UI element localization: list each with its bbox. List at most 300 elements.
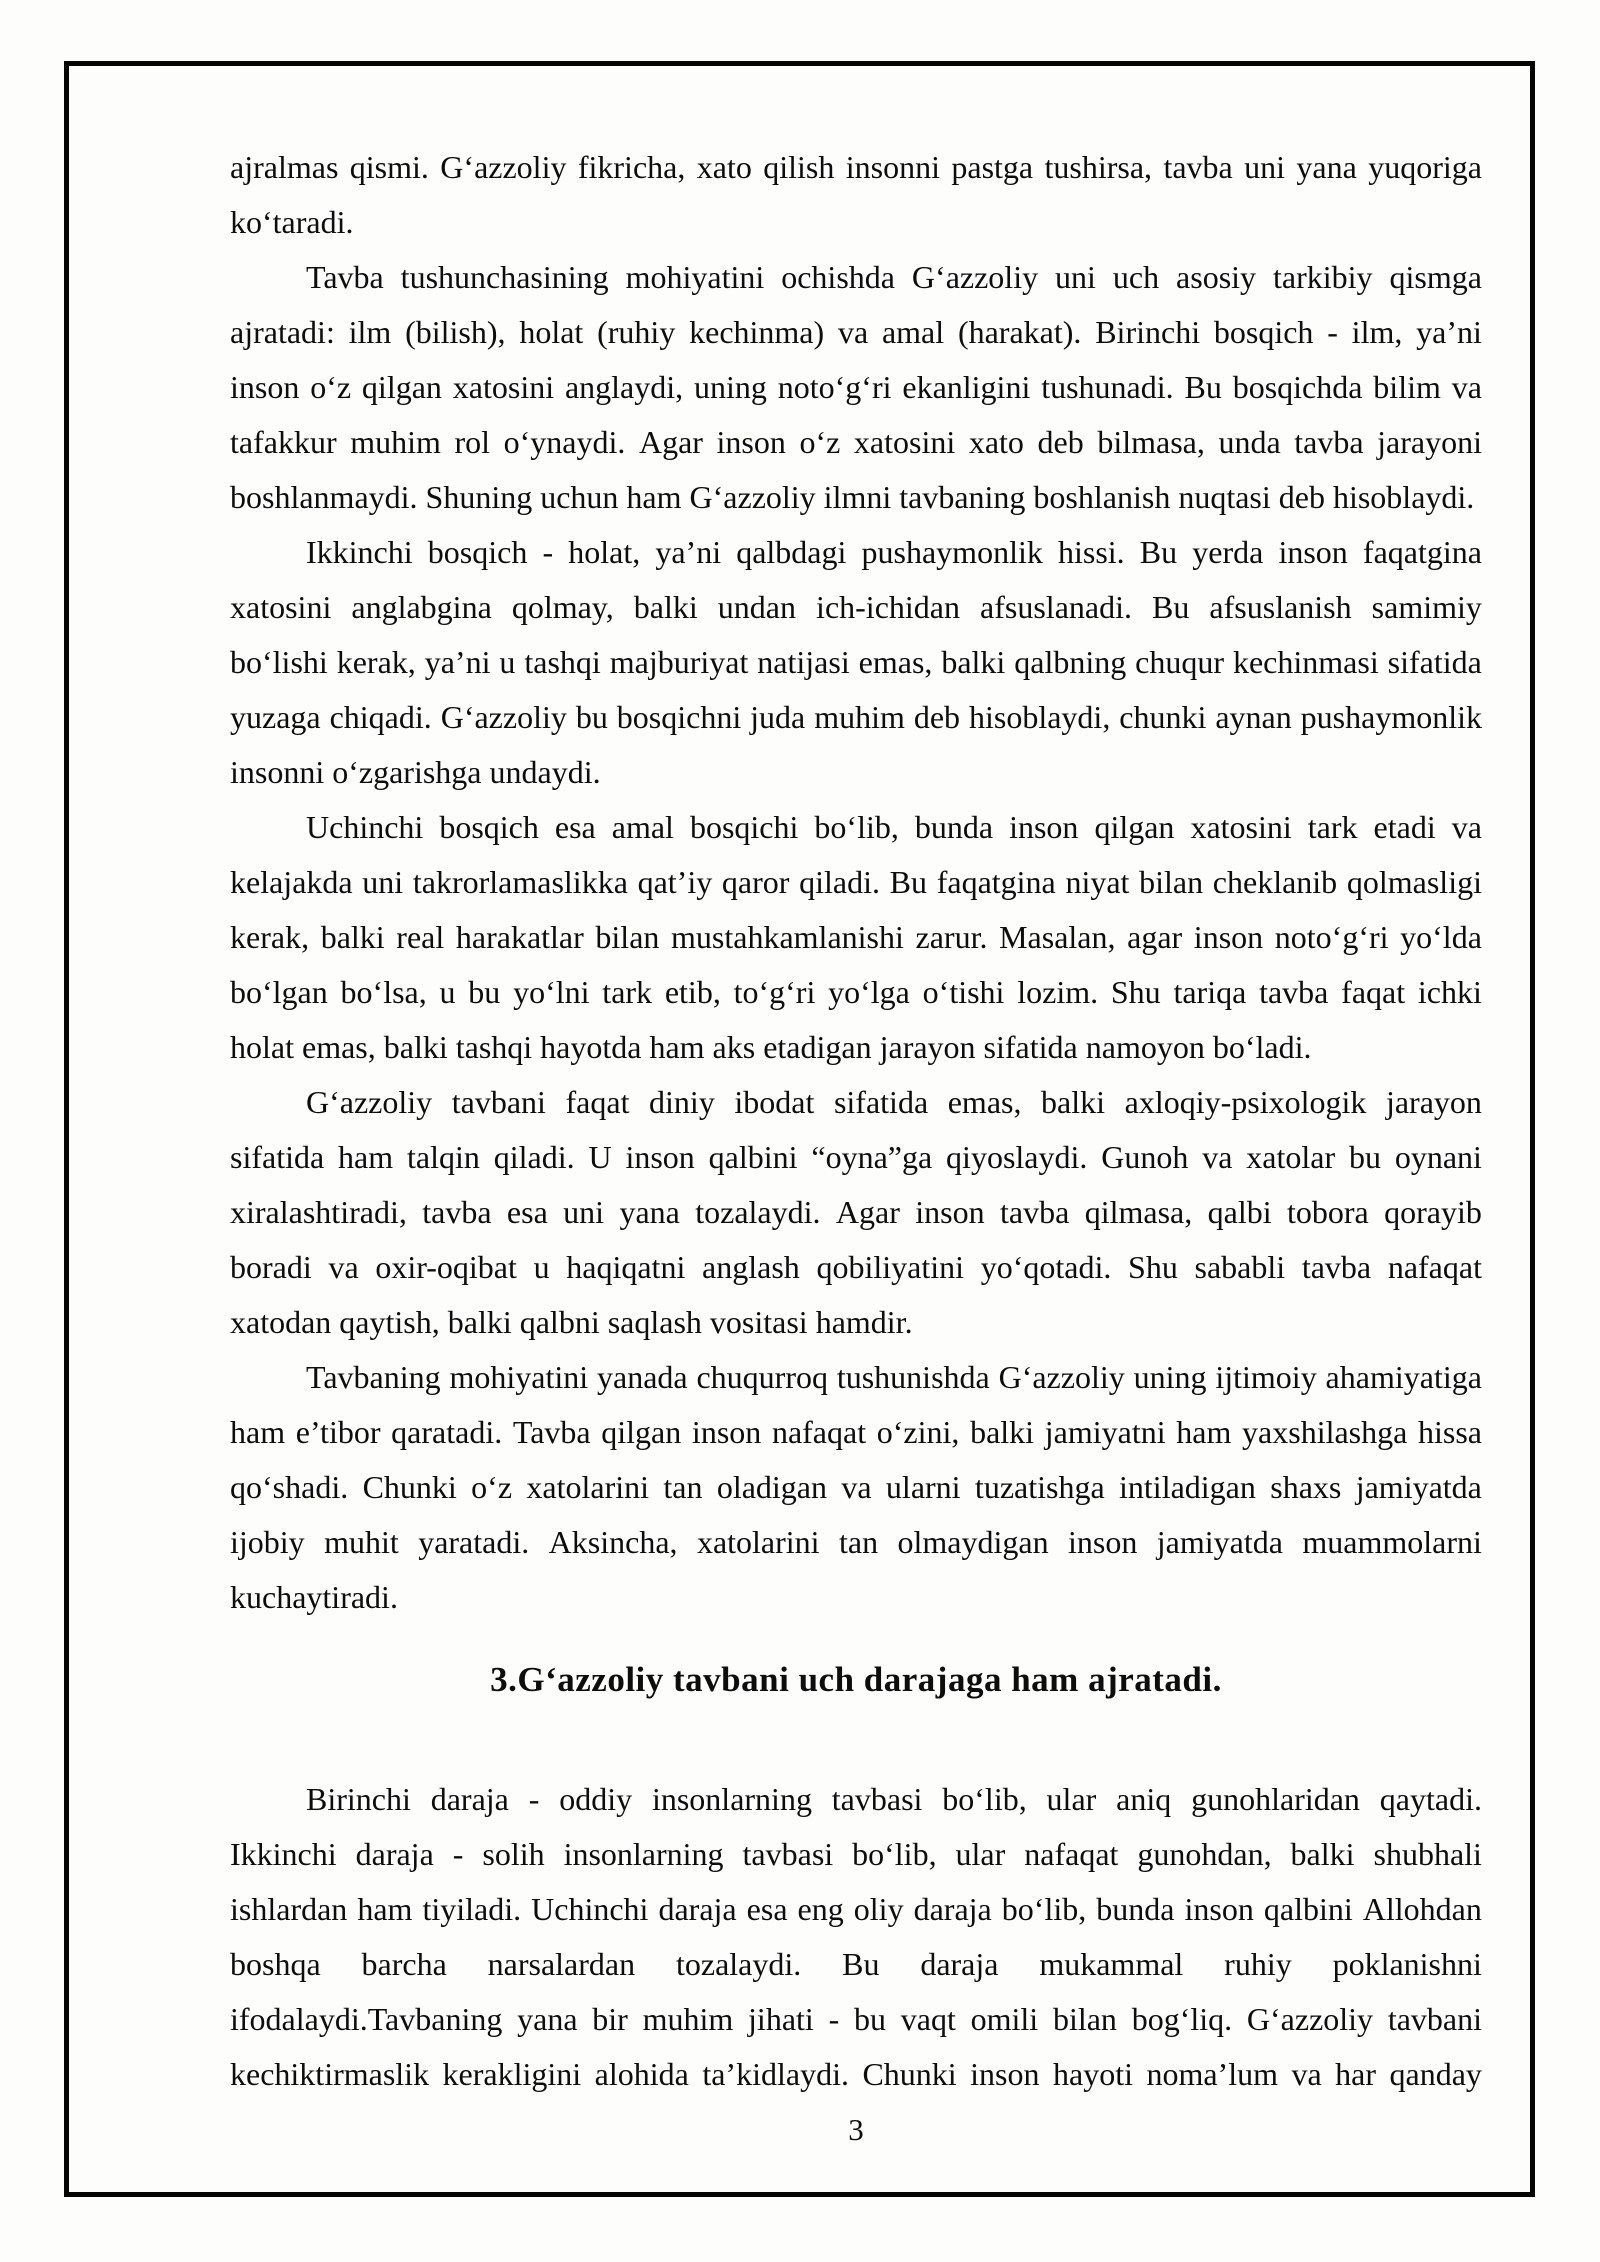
- word: ya’ni: [655, 534, 722, 570]
- word: qismga: [1389, 259, 1482, 295]
- word: insonni: [845, 149, 940, 185]
- text-line: [230, 1295, 1482, 1350]
- word: insonlarning: [651, 1781, 812, 1817]
- word: faqat: [565, 1084, 630, 1120]
- word: tashqi: [455, 1029, 533, 1065]
- word: xatosini: [1190, 809, 1292, 845]
- word: balki: [633, 589, 698, 625]
- word: bosqichi: [689, 809, 799, 845]
- word: Chunki: [862, 2056, 957, 2092]
- word: inson: [1009, 809, 1079, 845]
- word: inson: [1068, 1524, 1138, 1560]
- word: mohiyatini: [625, 259, 765, 295]
- word: bo‘lishi: [230, 644, 328, 680]
- word: boshlanmaydi.: [230, 479, 418, 515]
- word: holat,: [568, 534, 641, 570]
- word: tavba: [1000, 1194, 1070, 1230]
- text-line: [230, 1882, 1482, 1937]
- word: Tavba: [512, 1414, 591, 1450]
- word: Uchinchi: [306, 809, 424, 845]
- word: hissi.: [1057, 534, 1125, 570]
- word: G‘azzoliy: [998, 1359, 1125, 1395]
- word: ham: [230, 1414, 286, 1450]
- word: mukammal: [1039, 1946, 1184, 1982]
- word: kechinma): [689, 314, 825, 350]
- word: xatodan: [230, 1304, 332, 1340]
- word: sifatida: [230, 1139, 325, 1175]
- word: tark: [1307, 809, 1358, 845]
- word: yaratadi.: [418, 1524, 530, 1560]
- word: tafakkur: [230, 424, 337, 460]
- word: Bu: [1139, 534, 1178, 570]
- word: yanada: [596, 1359, 688, 1395]
- word: Birinchi: [1095, 314, 1201, 350]
- word: tuzatishga: [974, 1469, 1105, 1505]
- word: bu: [853, 2001, 886, 2037]
- word: xatolarini: [526, 1469, 649, 1505]
- word: bosqich: [1213, 314, 1314, 350]
- word: qalbni: [519, 1304, 600, 1340]
- word: jarayoni: [1377, 424, 1482, 460]
- word: barcha: [361, 1946, 447, 1982]
- word: qanday: [1389, 2056, 1482, 2092]
- word: ham: [357, 1891, 413, 1927]
- word: pastga: [951, 149, 1034, 185]
- word: va: [837, 314, 869, 350]
- word: va: [1451, 369, 1482, 405]
- word: hayotda: [540, 1029, 642, 1065]
- word: kerak,: [230, 919, 310, 955]
- word: balki: [320, 919, 385, 955]
- word: boshqa: [230, 1946, 321, 1982]
- word: bosqich: [439, 809, 539, 845]
- word: daraja: [430, 1781, 509, 1817]
- word: talqin: [407, 1139, 480, 1175]
- paragraph: [230, 140, 1482, 250]
- word: o‘z: [310, 369, 352, 405]
- text-line: [230, 1240, 1482, 1295]
- word: deb: [1037, 424, 1084, 460]
- text-line: [230, 745, 1482, 800]
- word: oliy: [853, 1891, 904, 1927]
- word: sifatida: [983, 1029, 1078, 1065]
- word: axloqiy-psixologik: [1124, 1084, 1367, 1120]
- text-line: [230, 580, 1482, 635]
- word: qalbning: [1014, 644, 1127, 680]
- word: yana: [619, 1194, 680, 1230]
- word: o‘zgarishga: [332, 754, 482, 790]
- word: esa: [554, 809, 596, 845]
- text-line: [230, 800, 1482, 855]
- text-line: [230, 910, 1482, 965]
- word: ham: [626, 479, 682, 515]
- word: boradi: [230, 1249, 312, 1285]
- word: qat’iy: [637, 864, 713, 900]
- word: nafaqat: [1024, 1836, 1119, 1872]
- word: qiladi.: [799, 864, 880, 900]
- word: balki: [383, 1029, 448, 1065]
- word: hamdir.: [815, 1304, 913, 1340]
- word: yo‘lni: [513, 974, 590, 1010]
- word: U: [588, 1139, 612, 1175]
- text-line: [230, 525, 1482, 580]
- word: inson: [1193, 919, 1264, 955]
- word: muammolarni: [1302, 1524, 1482, 1560]
- word: bo‘lib,: [1001, 1891, 1087, 1927]
- word: yo‘lga: [828, 974, 910, 1010]
- word: jamiyatda: [1156, 1524, 1283, 1560]
- text-line: [230, 195, 1482, 250]
- word: qalbini: [708, 1139, 798, 1175]
- word: ishlardan: [230, 1891, 348, 1927]
- word: uning: [694, 369, 767, 405]
- word: afsuslanish: [1209, 589, 1352, 625]
- word: zarur.: [915, 919, 988, 955]
- word: tark: [602, 974, 653, 1010]
- section-heading: 3.G‘azzoliy tavbani uch darajaga ham ajratadi.: [490, 1660, 1222, 1699]
- word: qilish: [763, 149, 835, 185]
- word: inson: [230, 369, 300, 405]
- word: muhit: [324, 1524, 399, 1560]
- word: alohida: [594, 2056, 689, 2092]
- word: bilmasa,: [1097, 424, 1205, 460]
- word: juda: [750, 699, 806, 735]
- word: muhim: [642, 2001, 734, 2037]
- word: aynan: [1215, 699, 1292, 735]
- word: etadigan: [763, 1029, 872, 1065]
- word: ya’ni: [424, 644, 491, 680]
- word: kechiktirmaslik: [230, 2056, 430, 2092]
- word: balki: [447, 1304, 512, 1340]
- word: u: [439, 974, 456, 1010]
- word: o‘z: [799, 424, 841, 460]
- word: ko‘taradi.: [230, 204, 354, 240]
- word: ya’ni: [1416, 314, 1482, 350]
- word: qismi.: [349, 149, 429, 185]
- word: tavba: [1294, 424, 1364, 460]
- word: inson: [970, 2056, 1040, 2092]
- word: tan: [838, 1524, 879, 1560]
- text-line: [230, 140, 1482, 195]
- word: Ikkinchi: [306, 534, 413, 570]
- word: namoyon: [1085, 1029, 1205, 1065]
- word: tarkibiy: [1272, 259, 1373, 295]
- text-line: [230, 635, 1482, 690]
- word: ichki: [1417, 974, 1482, 1010]
- word: bosqich: [427, 534, 528, 570]
- word: inson: [915, 1194, 985, 1230]
- word: solih: [482, 1836, 545, 1872]
- word: faqat: [1341, 974, 1406, 1010]
- word: ular: [1046, 1781, 1097, 1817]
- word: etib,: [664, 974, 721, 1010]
- word: Tavbaning: [306, 1359, 441, 1395]
- word: nuqtasi: [1178, 479, 1271, 515]
- word: xato: [968, 424, 1024, 460]
- word: poklanishni: [1332, 1946, 1482, 1982]
- word: kerakligini: [442, 2056, 582, 2092]
- word: Uchinchi: [531, 1891, 649, 1927]
- word: tavbani: [1387, 2001, 1482, 2037]
- word: Bu: [1184, 369, 1222, 405]
- word: omili: [970, 2001, 1039, 2037]
- word: takrorlamaslikka: [412, 864, 628, 900]
- word: yuqoriga: [1368, 149, 1482, 185]
- word: hissa: [1418, 1414, 1482, 1450]
- word: pushaymonlik: [861, 534, 1043, 570]
- word: uni: [563, 1194, 605, 1230]
- word: xatosini: [230, 589, 332, 625]
- word: -: [1327, 314, 1338, 350]
- word: bilan: [1052, 2001, 1117, 2037]
- word: sifatida: [1387, 644, 1482, 680]
- word: e’tibor: [295, 1414, 381, 1450]
- word: yana: [1296, 149, 1357, 185]
- word: yaxshilashga: [1242, 1414, 1408, 1450]
- word: G‘azzoliy: [440, 149, 567, 185]
- word: qilgan: [1094, 809, 1175, 845]
- word: va: [1202, 1139, 1233, 1175]
- word: va: [1291, 2056, 1322, 2092]
- word: yuzaga: [230, 699, 321, 735]
- word: o‘tishi: [922, 974, 1005, 1010]
- word: chuqurroq: [696, 1359, 828, 1395]
- word: tavba: [1163, 149, 1233, 185]
- word: Shu: [1110, 974, 1161, 1010]
- word: (bilish),: [405, 314, 506, 350]
- word: noto‘g‘ri: [777, 369, 892, 405]
- word: (ruhiy: [597, 314, 676, 350]
- word: oddiy: [559, 1781, 633, 1817]
- word: ham: [649, 1029, 705, 1065]
- word: shubhali: [1373, 1836, 1482, 1872]
- text-line: [230, 1185, 1482, 1240]
- word: amal: [881, 314, 945, 350]
- word: faqatgina: [1362, 534, 1482, 570]
- word: oynani: [1394, 1139, 1482, 1175]
- word: va: [841, 1469, 872, 1505]
- word: tushunadi.: [1041, 369, 1174, 405]
- word: gunohlaridan: [1191, 1781, 1360, 1817]
- word: ilm,: [1351, 314, 1403, 350]
- word: bosqichda: [1232, 369, 1363, 405]
- word: xatolar: [1246, 1139, 1336, 1175]
- word: -: [528, 1781, 540, 1817]
- word: G‘azzoliy: [911, 259, 1039, 295]
- word: anglaydi,: [564, 369, 684, 405]
- word: tobora: [1286, 1194, 1369, 1230]
- text-line: [230, 1992, 1482, 2047]
- word: u: [533, 1249, 550, 1285]
- word: Birinchi: [306, 1781, 411, 1817]
- word: ta’kidlaydi.: [702, 2056, 849, 2092]
- word: “oyna”ga: [811, 1139, 933, 1175]
- text-line: [230, 1405, 1482, 1460]
- word: ular: [955, 1836, 1006, 1872]
- word: boshlanish: [1033, 479, 1171, 515]
- word: Tavba: [306, 259, 384, 295]
- word: uch: [1112, 259, 1160, 295]
- word: holat: [230, 1029, 294, 1065]
- word: yo‘qotadi.: [980, 1249, 1112, 1285]
- word: chiqadi.: [329, 699, 432, 735]
- word: undan: [717, 589, 796, 625]
- paragraph: [230, 1772, 1482, 2102]
- word: daraja: [658, 1891, 737, 1927]
- word: insonni: [230, 754, 325, 790]
- word: Ikkinchi: [230, 1836, 337, 1872]
- word: o‘z: [471, 1469, 513, 1505]
- text-line: [230, 470, 1482, 525]
- word: inson: [625, 1139, 695, 1175]
- word: qalbdagi: [736, 534, 847, 570]
- word: amal: [611, 809, 674, 845]
- word: tozalaydi.: [675, 1946, 802, 1982]
- word: ibodat: [734, 1084, 815, 1120]
- word: noto‘g‘ri: [1274, 919, 1389, 955]
- word: tavbaning: [899, 479, 1026, 515]
- word: tavba: [422, 1194, 492, 1230]
- word: ajralmas: [230, 149, 339, 185]
- word: rol: [454, 424, 491, 460]
- word: Shuning: [425, 479, 533, 515]
- word: intiladigan: [1119, 1469, 1256, 1505]
- word: kelajakda: [230, 864, 353, 900]
- word: ijtimoiy: [1215, 1359, 1317, 1395]
- text-line: [230, 2047, 1482, 2102]
- word: sifatida: [833, 1084, 929, 1120]
- word: xatosini: [452, 369, 555, 405]
- text-line: [230, 1460, 1482, 1515]
- word: G‘azzoliy: [440, 699, 567, 735]
- word: esa: [746, 1891, 788, 1927]
- word: qaytish,: [339, 1304, 440, 1340]
- word: fikricha,: [577, 149, 686, 185]
- word: xiralashtiradi,: [230, 1194, 407, 1230]
- word: Bu: [889, 864, 928, 900]
- word: yana: [517, 2001, 578, 2037]
- word: samimiy: [1371, 589, 1482, 625]
- word: inson: [716, 424, 786, 460]
- word: Agar: [835, 1194, 900, 1230]
- word: inson: [1184, 1891, 1254, 1927]
- word: Bu: [842, 1946, 880, 1982]
- word: qiyoslaydi.: [946, 1139, 1088, 1175]
- text-line: [230, 1827, 1482, 1882]
- word: bunda: [1096, 1891, 1175, 1927]
- word: anglabgina: [351, 589, 492, 625]
- word: cheklanib: [1212, 864, 1338, 900]
- word: natijasi: [757, 644, 850, 680]
- word: saqlash: [607, 1304, 702, 1340]
- word: qaytadi.: [1379, 1781, 1482, 1817]
- text-line: [230, 305, 1482, 360]
- word: tavbasi: [831, 1781, 923, 1817]
- word: va: [1451, 809, 1482, 845]
- word: narsalardan: [487, 1946, 636, 1982]
- word: tashqi: [524, 644, 601, 680]
- word: emas,: [947, 1084, 1022, 1120]
- word: ham: [1176, 1414, 1232, 1450]
- word: ham: [338, 1139, 394, 1175]
- word: balki: [970, 1414, 1035, 1450]
- word: -: [452, 1836, 464, 1872]
- text-line: [230, 360, 1482, 415]
- word: daraja: [355, 1836, 434, 1872]
- word: niyat: [1065, 864, 1130, 900]
- word: tozalaydi.: [695, 1194, 821, 1230]
- word: uni: [1244, 149, 1286, 185]
- word: balki: [941, 644, 1006, 680]
- paragraph: [230, 800, 1482, 1075]
- word: ochishda: [781, 259, 895, 295]
- word: tan: [663, 1469, 703, 1505]
- word: faqatgina: [936, 864, 1056, 900]
- word: bosqichni: [616, 699, 742, 735]
- word: uchun: [540, 479, 619, 515]
- word: Bu: [1152, 589, 1190, 625]
- word: undaydi.: [489, 754, 601, 790]
- word: yerda: [1192, 534, 1264, 570]
- word: ilmni: [823, 479, 892, 515]
- text-line: [230, 1075, 1482, 1130]
- word: harakatlar: [455, 919, 584, 955]
- word: ich-ichidan: [816, 589, 960, 625]
- word: qiladi.: [493, 1139, 575, 1175]
- word: bo‘lib,: [814, 809, 899, 845]
- word: aks: [712, 1029, 756, 1065]
- word: bunda: [914, 809, 994, 845]
- word: ularni: [885, 1469, 961, 1505]
- word: Shu: [1128, 1249, 1178, 1285]
- word: tushunchasining: [400, 259, 609, 295]
- word: vaqt: [900, 2001, 956, 2037]
- word: ekanligini: [902, 369, 1031, 405]
- word: eng: [797, 1891, 844, 1927]
- word: bilan: [1139, 864, 1204, 900]
- word: tushunishda: [836, 1359, 990, 1395]
- word: (harakat).: [957, 314, 1082, 350]
- word: Masalan,: [999, 919, 1116, 955]
- word: bilan: [595, 919, 660, 955]
- word: gunohdan,: [1137, 1836, 1272, 1872]
- word: jarayon: [1385, 1084, 1482, 1120]
- word: u: [499, 644, 516, 680]
- word: uni: [362, 864, 404, 900]
- word: muhim: [814, 699, 905, 735]
- word: balki: [1290, 1836, 1355, 1872]
- word: tiyiladi.: [422, 1891, 522, 1927]
- word: qorayib: [1384, 1194, 1482, 1230]
- word: agar: [1127, 919, 1183, 955]
- page-content: [230, 140, 1482, 2157]
- word: tariqa: [1173, 974, 1247, 1010]
- word: Gunoh: [1101, 1139, 1189, 1175]
- word: to‘g‘ri: [733, 974, 816, 1010]
- word: oxir-oqibat: [375, 1249, 517, 1285]
- word: pushaymonlik: [1300, 699, 1482, 735]
- word: emas,: [858, 644, 933, 680]
- word: qolmay,: [511, 589, 614, 625]
- word: bog‘liq.: [1131, 2001, 1233, 2037]
- paragraph: [230, 1075, 1482, 1350]
- word: tavba: [1259, 974, 1329, 1010]
- word: xato: [696, 149, 752, 185]
- word: jamiyatda: [1355, 1469, 1482, 1505]
- word: va: [328, 1249, 359, 1285]
- word: daraja: [920, 1946, 999, 1982]
- word: bo‘lgan: [230, 974, 328, 1010]
